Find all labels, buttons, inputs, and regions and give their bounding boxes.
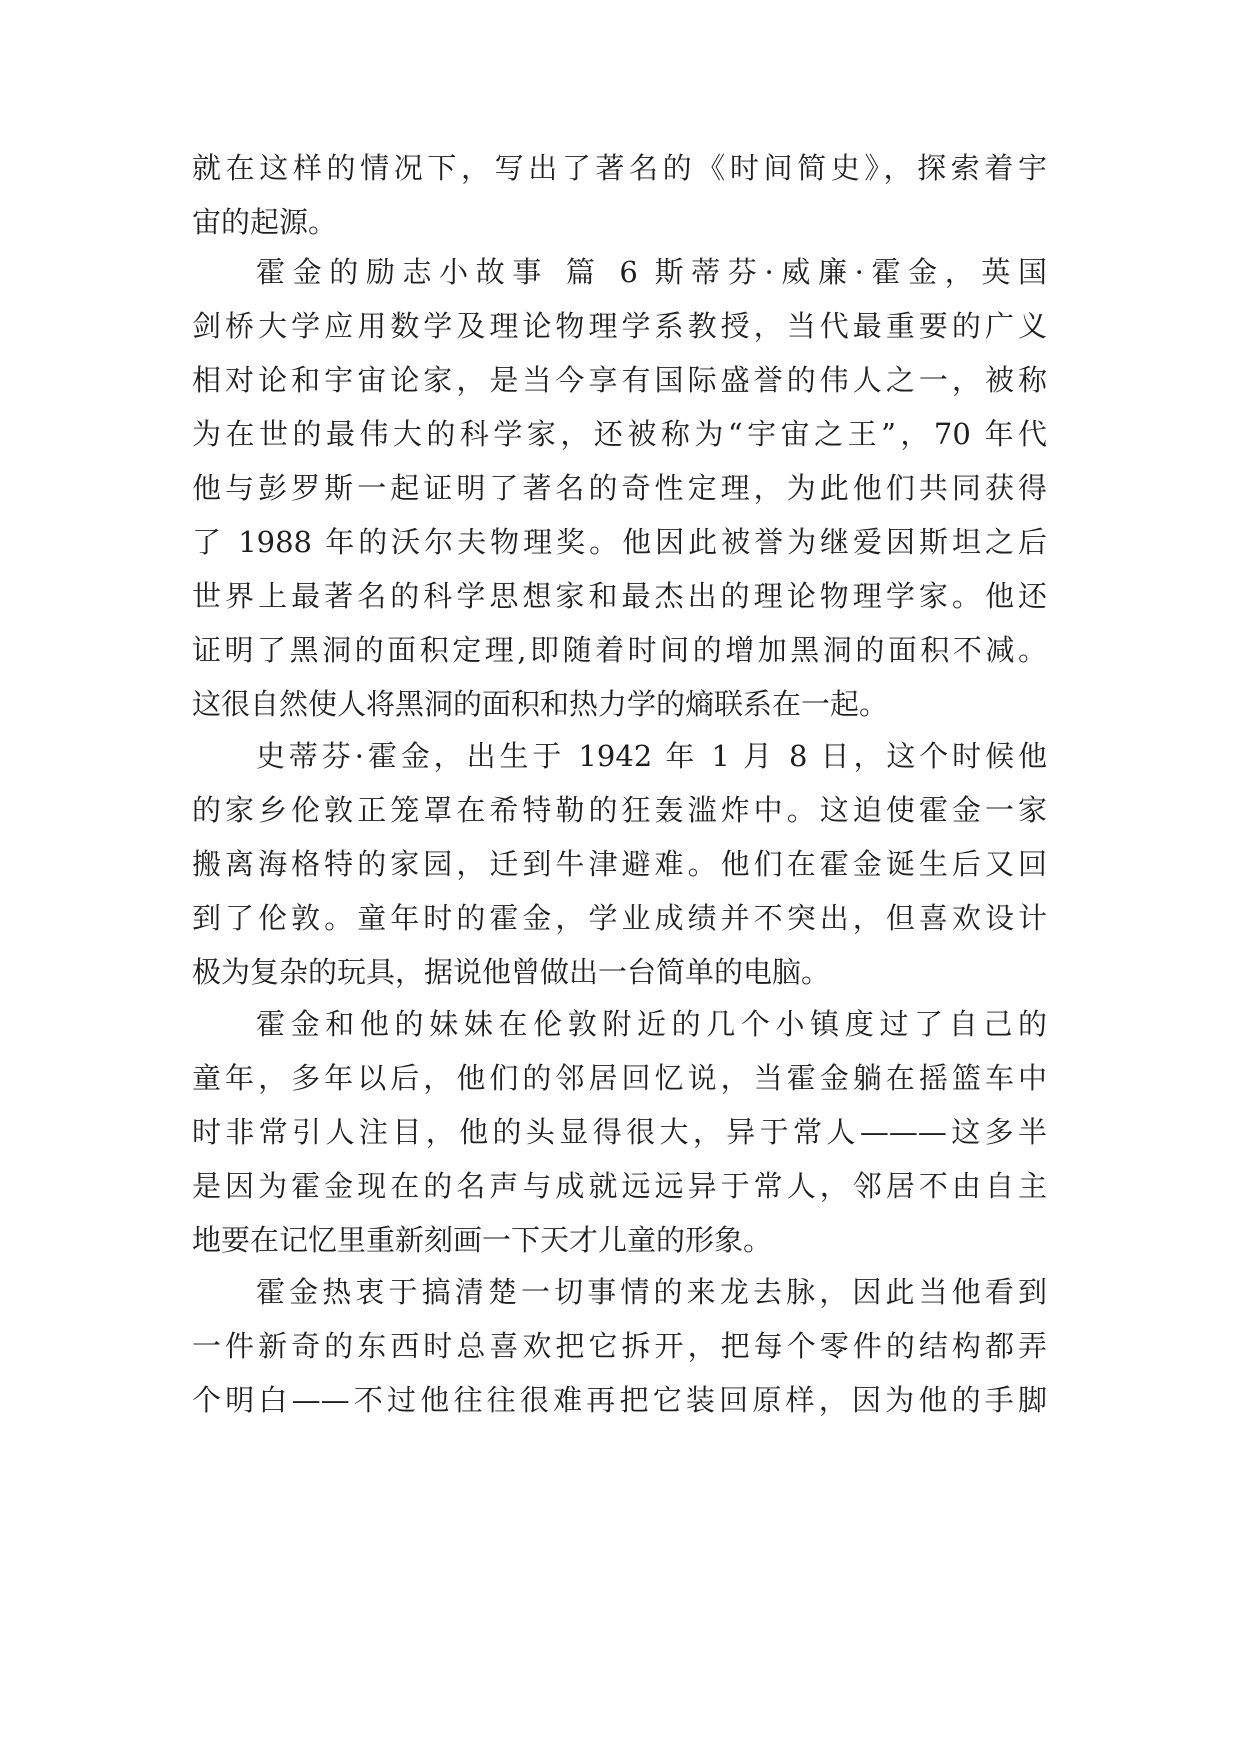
text-line: 宙的起源。 — [192, 205, 338, 239]
text-line: 他与彭罗斯一起证明了著名的奇性定理，为此他们共同获得 — [192, 471, 1047, 505]
text-line: 霍金的励志小故事 篇 6 斯蒂芬·威廉·霍金，英国 — [256, 255, 1047, 289]
text-line: 地要在记忆里重新刻画一下天才儿童的形象。 — [192, 1223, 773, 1257]
text-line: 的家乡伦敦正笼罩在希特勒的狂轰滥炸中。这迫使霍金一家 — [192, 793, 1047, 827]
text-line: 霍金热衷于搞清楚一切事情的来龙去脉，因此当他看到 — [256, 1275, 1047, 1309]
text-line: 了 1988 年的沃尔夫物理奖。他因此被誉为继爱因斯坦之后 — [192, 525, 1047, 559]
text-line: 到了伦敦。童年时的霍金，学业成绩并不突出，但喜欢设计 — [192, 901, 1047, 935]
text-line: 证明了黑洞的面积定理,即随着时间的增加黑洞的面积不减。 — [192, 633, 1047, 667]
text-line: 霍金和他的妹妹在伦敦附近的几个小镇度过了自己的 — [256, 1007, 1047, 1041]
text-line: 相对论和宇宙论家，是当今享有国际盛誉的伟人之一，被称 — [192, 363, 1047, 397]
text-line: 这很自然使人将黑洞的面积和热力学的熵联系在一起。 — [192, 687, 889, 721]
text-line: 搬离海格特的家园，迁到牛津避难。他们在霍金诞生后又回 — [192, 847, 1047, 881]
text-line: 童年，多年以后，他们的邻居回忆说，当霍金躺在摇篮车中 — [192, 1061, 1047, 1095]
text-line: 是因为霍金现在的名声与成就远远异于常人，邻居不由自主 — [192, 1169, 1047, 1203]
text-line: 一件新奇的东西时总喜欢把它拆开，把每个零件的结构都弄 — [192, 1329, 1047, 1363]
text-line: 时非常引人注目，他的头显得很大，异于常人———这多半 — [192, 1115, 1047, 1149]
text-line: 为在世的最伟大的科学家，还被称为“宇宙之王”，70 年代 — [192, 417, 1047, 451]
text-line: 个明白——不过他往往很难再把它装回原样，因为他的手脚 — [192, 1383, 1047, 1417]
text-line: 史蒂芬·霍金，出生于 1942 年 1 月 8 日，这个时候他 — [256, 739, 1047, 773]
text-line: 世界上最著名的科学思想家和最杰出的理论物理学家。他还 — [192, 579, 1047, 613]
text-line: 极为复杂的玩具，据说他曾做出一台简单的电脑。 — [192, 955, 831, 989]
text-line: 就在这样的情况下，写出了著名的《时间简史》，探索着宇 — [192, 151, 1047, 185]
text-line: 剑桥大学应用数学及理论物理学系教授，当代最重要的广义 — [192, 309, 1047, 343]
